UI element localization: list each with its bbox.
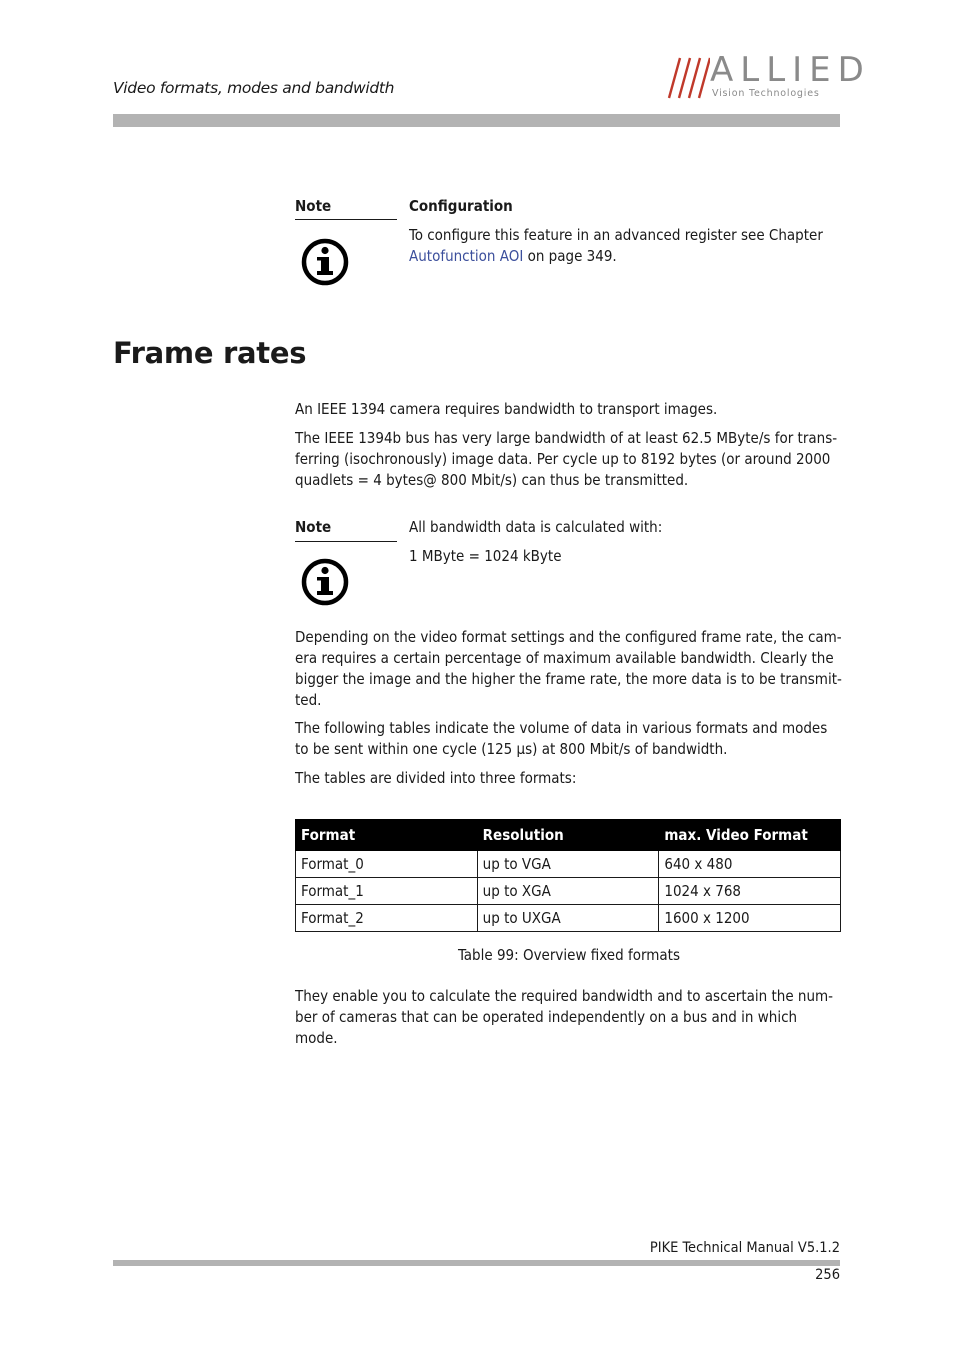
table-cell: up to VGA (477, 851, 659, 878)
logo-wordmark: ALLIED (710, 50, 871, 90)
note-rule (295, 219, 397, 220)
logo-slashes-icon (666, 56, 710, 100)
paragraph-line: The following tables indicate the volume of data in various formats and modes (295, 719, 828, 737)
table-header-cell: max. Video Format (659, 820, 841, 851)
autofunction-aoi-link[interactable]: Autofunction AOI (409, 247, 524, 265)
page-number: 256 (815, 1267, 840, 1283)
paragraph: An IEEE 1394 camera requires bandwidth to transport images. (295, 400, 718, 418)
header-divider-bar (113, 114, 840, 127)
table-caption: Table 99: Overview fixed formats (458, 946, 680, 964)
note-rule (295, 541, 397, 542)
formats-table (295, 819, 841, 932)
running-header-title: Video formats, modes and bandwidth (113, 79, 395, 97)
paragraph (295, 718, 843, 760)
table-cell: up to UXGA (477, 905, 659, 932)
section-title: Frame rates (113, 336, 307, 370)
table-header-row (296, 820, 841, 851)
table-cell: 1600 x 1200 (659, 905, 841, 932)
note-heading: Configuration (409, 197, 513, 215)
paragraph-line: ber of cameras that can be operated independently on a bus and in which mode. (295, 1008, 798, 1047)
paragraph (295, 627, 843, 711)
paragraph-line: quadlets = 4 bytes@ 800 Mbit/s) can thus be transmitted. (295, 471, 689, 489)
paragraph-line: to be sent within one cycle (125 µs) at 800 Mbit/s of bandwidth. (295, 740, 728, 758)
table-cell: 640 x 480 (659, 851, 841, 878)
paragraph-line: era requires a certain percentage of maximum available bandwidth. Clearly the (295, 649, 834, 667)
paragraph (295, 986, 843, 1049)
paragraph-line: ferring (isochronously) image data. Per cycle up to 8192 bytes (or around 2000 (295, 450, 831, 468)
note-text-line (409, 246, 841, 267)
note-text: All bandwidth data is calculated with: (409, 518, 663, 536)
note-text-line: To configure this feature in an advanced register see Chapter (409, 226, 823, 244)
table-cell: Format_0 (296, 851, 478, 878)
allied-logo (666, 50, 871, 102)
info-icon (300, 557, 350, 607)
note-text (409, 225, 841, 267)
table-cell: Format_2 (296, 905, 478, 932)
paragraph-line: Depending on the video format settings and the configured frame rate, the cam- (295, 628, 842, 646)
note-label: Note (295, 518, 332, 536)
logo-subtitle: Vision Technologies (712, 88, 820, 99)
note-label: Note (295, 197, 332, 215)
paragraph-line: They enable you to calculate the required bandwidth and to ascertain the num- (295, 987, 834, 1005)
table-cell: up to XGA (477, 878, 659, 905)
footer-divider-bar (113, 1260, 840, 1266)
table-header-cell: Format (296, 820, 478, 851)
info-icon (300, 237, 350, 287)
footer-manual-title: PIKE Technical Manual V5.1.2 (649, 1240, 840, 1256)
paragraph-line: The IEEE 1394b bus has very large bandwidth of at least 62.5 MByte/s for trans- (295, 429, 838, 447)
paragraph-line: bigger the image and the higher the frame rate, the more data is to be transmit- (295, 670, 842, 688)
table-row (296, 878, 841, 905)
note-text: 1 MByte = 1024 kByte (409, 547, 562, 565)
note-text-suffix: on page 349. (523, 247, 617, 265)
table-cell: Format_1 (296, 878, 478, 905)
table-cell: 1024 x 768 (659, 878, 841, 905)
table-row (296, 851, 841, 878)
paragraph (295, 428, 843, 491)
paragraph: The tables are divided into three formats: (295, 769, 577, 787)
table-row (296, 905, 841, 932)
paragraph-line: ted. (295, 691, 322, 709)
table-header-cell: Resolution (477, 820, 659, 851)
